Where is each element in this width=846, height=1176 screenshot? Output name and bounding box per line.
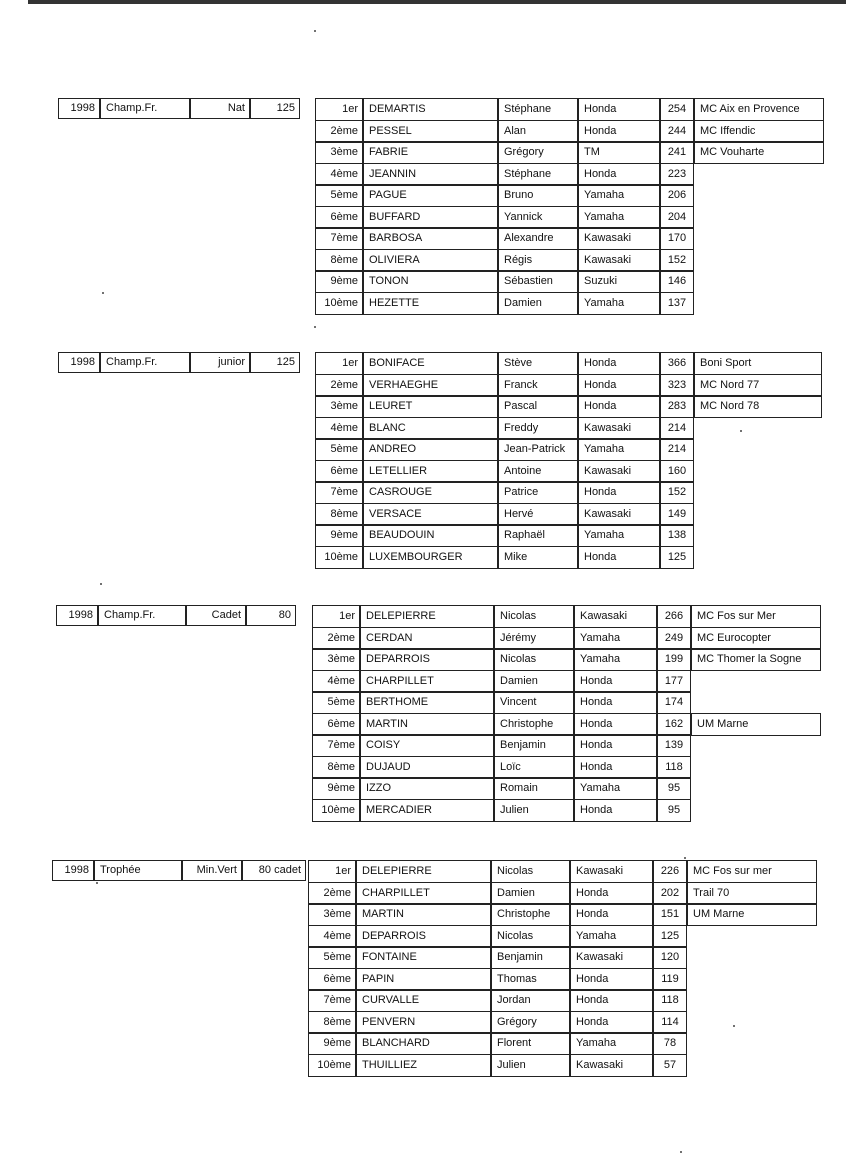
brand-cell: Kawasaki <box>570 946 653 969</box>
points-cell: 149 <box>660 503 694 526</box>
last-name-cell: OLIVIERA <box>363 249 498 272</box>
rank-cell: 10ème <box>315 546 363 569</box>
rank-cell: 10ème <box>308 1054 356 1077</box>
first-name-cell: Jérémy <box>494 627 574 650</box>
points-cell: 214 <box>660 417 694 440</box>
first-name-cell: Christophe <box>491 903 570 926</box>
rank-cell: 2ème <box>315 374 363 397</box>
last-name-cell: IZZO <box>360 777 494 800</box>
brand-cell: Honda <box>574 756 657 779</box>
page-top-edge <box>28 0 846 4</box>
club-cell: MC Nord 77 <box>694 374 822 397</box>
brand-cell: Honda <box>578 163 660 186</box>
points-cell: 177 <box>657 670 691 693</box>
last-name-cell: DELEPIERRE <box>356 860 491 883</box>
header-displacement: 80 <box>246 605 296 626</box>
brand-cell: Honda <box>574 691 657 714</box>
first-name-cell: Julien <box>491 1054 570 1077</box>
rank-cell: 7ème <box>315 227 363 250</box>
points-cell: 119 <box>653 968 687 991</box>
first-name-cell: Raphaël <box>498 524 578 547</box>
brand-cell: Yamaha <box>574 648 657 671</box>
last-name-cell: DELEPIERRE <box>360 605 494 628</box>
brand-cell: Honda <box>578 98 660 121</box>
rank-cell: 10ème <box>312 799 360 822</box>
points-cell: 152 <box>660 249 694 272</box>
header-category: Min.Vert <box>182 860 242 881</box>
points-cell: 95 <box>657 799 691 822</box>
rank-cell: 9ème <box>308 1032 356 1055</box>
header-category: Nat <box>190 98 250 119</box>
brand-cell: Honda <box>574 713 657 736</box>
points-cell: 146 <box>660 270 694 293</box>
last-name-cell: DEPARROIS <box>356 925 491 948</box>
points-cell: 118 <box>653 989 687 1012</box>
brand-cell: Honda <box>578 481 660 504</box>
points-cell: 125 <box>653 925 687 948</box>
speck <box>102 292 104 294</box>
header-year: 1998 <box>56 605 98 626</box>
rank-cell: 4ème <box>312 670 360 693</box>
first-name-cell: Loïc <box>494 756 574 779</box>
last-name-cell: BONIFACE <box>363 352 498 375</box>
points-cell: 266 <box>657 605 691 628</box>
first-name-cell: Christophe <box>494 713 574 736</box>
brand-cell: Honda <box>578 120 660 143</box>
rank-cell: 8ème <box>315 249 363 272</box>
points-cell: 138 <box>660 524 694 547</box>
club-cell: MC Vouharte <box>694 141 824 164</box>
rank-cell: 8ème <box>308 1011 356 1034</box>
last-name-cell: BLANCHARD <box>356 1032 491 1055</box>
rank-cell: 3ème <box>312 648 360 671</box>
header-category: junior <box>190 352 250 373</box>
first-name-cell: Jean-Patrick <box>498 438 578 461</box>
rank-cell: 1er <box>315 352 363 375</box>
rank-cell: 2ème <box>308 882 356 905</box>
first-name-cell: Stève <box>498 352 578 375</box>
club-cell: MC Thomer la Sogne <box>691 648 821 671</box>
brand-cell: Yamaha <box>574 777 657 800</box>
header-displacement: 80 cadet <box>242 860 306 881</box>
first-name-cell: Bruno <box>498 184 578 207</box>
brand-cell: Kawasaki <box>570 1054 653 1077</box>
speck <box>100 583 102 585</box>
points-cell: 95 <box>657 777 691 800</box>
rank-cell: 7ème <box>312 734 360 757</box>
points-cell: 199 <box>657 648 691 671</box>
points-cell: 114 <box>653 1011 687 1034</box>
points-cell: 139 <box>657 734 691 757</box>
header-title: Champ.Fr. <box>100 98 190 119</box>
speck <box>684 857 686 859</box>
points-cell: 160 <box>660 460 694 483</box>
first-name-cell: Damien <box>494 670 574 693</box>
first-name-cell: Vincent <box>494 691 574 714</box>
brand-cell: Honda <box>570 882 653 905</box>
header-displacement: 125 <box>250 98 300 119</box>
points-cell: 162 <box>657 713 691 736</box>
first-name-cell: Nicolas <box>494 648 574 671</box>
brand-cell: Kawasaki <box>578 417 660 440</box>
points-cell: 170 <box>660 227 694 250</box>
last-name-cell: FONTAINE <box>356 946 491 969</box>
last-name-cell: FABRIE <box>363 141 498 164</box>
header-year: 1998 <box>58 352 100 373</box>
speck <box>740 430 742 432</box>
points-cell: 366 <box>660 352 694 375</box>
first-name-cell: Benjamin <box>491 946 570 969</box>
first-name-cell: Alexandre <box>498 227 578 250</box>
club-cell: MC Fos sur mer <box>687 860 817 883</box>
last-name-cell: DEMARTIS <box>363 98 498 121</box>
brand-cell: Honda <box>574 734 657 757</box>
club-cell: UM Marne <box>687 903 817 926</box>
header-year: 1998 <box>52 860 94 881</box>
rank-cell: 3ème <box>315 395 363 418</box>
last-name-cell: BERTHOME <box>360 691 494 714</box>
rank-cell: 4ème <box>315 417 363 440</box>
points-cell: 244 <box>660 120 694 143</box>
points-cell: 206 <box>660 184 694 207</box>
header-year: 1998 <box>58 98 100 119</box>
club-cell: MC Iffendic <box>694 120 824 143</box>
last-name-cell: BUFFARD <box>363 206 498 229</box>
header-category: Cadet <box>186 605 246 626</box>
last-name-cell: PAGUE <box>363 184 498 207</box>
first-name-cell: Benjamin <box>494 734 574 757</box>
header-displacement: 125 <box>250 352 300 373</box>
points-cell: 241 <box>660 141 694 164</box>
brand-cell: Suzuki <box>578 270 660 293</box>
brand-cell: Honda <box>570 1011 653 1034</box>
club-cell: Boni Sport <box>694 352 822 375</box>
first-name-cell: Alan <box>498 120 578 143</box>
club-cell: MC Fos sur Mer <box>691 605 821 628</box>
rank-cell: 5ème <box>308 946 356 969</box>
brand-cell: Honda <box>570 903 653 926</box>
rank-cell: 9ème <box>315 524 363 547</box>
last-name-cell: COISY <box>360 734 494 757</box>
points-cell: 118 <box>657 756 691 779</box>
rank-cell: 1er <box>308 860 356 883</box>
first-name-cell: Mike <box>498 546 578 569</box>
rank-cell: 2ème <box>315 120 363 143</box>
first-name-cell: Antoine <box>498 460 578 483</box>
rank-cell: 3ème <box>308 903 356 926</box>
last-name-cell: HEZETTE <box>363 292 498 315</box>
rank-cell: 1er <box>312 605 360 628</box>
last-name-cell: BEAUDOUIN <box>363 524 498 547</box>
brand-cell: Yamaha <box>578 438 660 461</box>
last-name-cell: DEPARROIS <box>360 648 494 671</box>
last-name-cell: DUJAUD <box>360 756 494 779</box>
last-name-cell: VERHAEGHE <box>363 374 498 397</box>
first-name-cell: Romain <box>494 777 574 800</box>
first-name-cell: Nicolas <box>491 925 570 948</box>
brand-cell: Honda <box>574 670 657 693</box>
last-name-cell: MARTIN <box>360 713 494 736</box>
club-cell: Trail 70 <box>687 882 817 905</box>
points-cell: 226 <box>653 860 687 883</box>
last-name-cell: LETELLIER <box>363 460 498 483</box>
points-cell: 57 <box>653 1054 687 1077</box>
points-cell: 204 <box>660 206 694 229</box>
club-cell: MC Nord 78 <box>694 395 822 418</box>
speck <box>314 326 316 328</box>
last-name-cell: CHARPILLET <box>356 882 491 905</box>
speck <box>680 1151 682 1153</box>
rank-cell: 6ème <box>312 713 360 736</box>
first-name-cell: Freddy <box>498 417 578 440</box>
brand-cell: Honda <box>570 989 653 1012</box>
rank-cell: 6ème <box>308 968 356 991</box>
first-name-cell: Régis <box>498 249 578 272</box>
first-name-cell: Stéphane <box>498 98 578 121</box>
last-name-cell: CERDAN <box>360 627 494 650</box>
brand-cell: Kawasaki <box>578 249 660 272</box>
brand-cell: Kawasaki <box>570 860 653 883</box>
last-name-cell: CURVALLE <box>356 989 491 1012</box>
points-cell: 223 <box>660 163 694 186</box>
brand-cell: Honda <box>574 799 657 822</box>
brand-cell: Honda <box>578 546 660 569</box>
brand-cell: Yamaha <box>578 206 660 229</box>
rank-cell: 6ème <box>315 206 363 229</box>
last-name-cell: CASROUGE <box>363 481 498 504</box>
brand-cell: Yamaha <box>574 627 657 650</box>
brand-cell: Kawasaki <box>574 605 657 628</box>
last-name-cell: BARBOSA <box>363 227 498 250</box>
rank-cell: 3ème <box>315 141 363 164</box>
first-name-cell: Nicolas <box>494 605 574 628</box>
last-name-cell: JEANNIN <box>363 163 498 186</box>
points-cell: 151 <box>653 903 687 926</box>
rank-cell: 4ème <box>315 163 363 186</box>
first-name-cell: Yannick <box>498 206 578 229</box>
brand-cell: Honda <box>570 968 653 991</box>
points-cell: 254 <box>660 98 694 121</box>
first-name-cell: Grégory <box>491 1011 570 1034</box>
header-title: Trophée <box>94 860 182 881</box>
points-cell: 174 <box>657 691 691 714</box>
last-name-cell: CHARPILLET <box>360 670 494 693</box>
first-name-cell: Hervé <box>498 503 578 526</box>
rank-cell: 8ème <box>312 756 360 779</box>
speck <box>733 1025 735 1027</box>
rank-cell: 7ème <box>315 481 363 504</box>
club-cell: UM Marne <box>691 713 821 736</box>
points-cell: 323 <box>660 374 694 397</box>
last-name-cell: TONON <box>363 270 498 293</box>
rank-cell: 9ème <box>312 777 360 800</box>
first-name-cell: Damien <box>498 292 578 315</box>
first-name-cell: Sébastien <box>498 270 578 293</box>
last-name-cell: LEURET <box>363 395 498 418</box>
last-name-cell: ANDREO <box>363 438 498 461</box>
rank-cell: 9ème <box>315 270 363 293</box>
first-name-cell: Damien <box>491 882 570 905</box>
brand-cell: Honda <box>578 352 660 375</box>
brand-cell: Kawasaki <box>578 460 660 483</box>
brand-cell: TM <box>578 141 660 164</box>
first-name-cell: Pascal <box>498 395 578 418</box>
rank-cell: 5ème <box>312 691 360 714</box>
brand-cell: Kawasaki <box>578 227 660 250</box>
first-name-cell: Patrice <box>498 481 578 504</box>
rank-cell: 5ème <box>315 438 363 461</box>
last-name-cell: LUXEMBOURGER <box>363 546 498 569</box>
last-name-cell: MARTIN <box>356 903 491 926</box>
points-cell: 120 <box>653 946 687 969</box>
first-name-cell: Nicolas <box>491 860 570 883</box>
brand-cell: Honda <box>578 374 660 397</box>
speck <box>96 882 98 884</box>
first-name-cell: Florent <box>491 1032 570 1055</box>
rank-cell: 10ème <box>315 292 363 315</box>
rank-cell: 5ème <box>315 184 363 207</box>
last-name-cell: MERCADIER <box>360 799 494 822</box>
rank-cell: 2ème <box>312 627 360 650</box>
points-cell: 202 <box>653 882 687 905</box>
brand-cell: Yamaha <box>570 925 653 948</box>
points-cell: 214 <box>660 438 694 461</box>
first-name-cell: Jordan <box>491 989 570 1012</box>
brand-cell: Honda <box>578 395 660 418</box>
first-name-cell: Julien <box>494 799 574 822</box>
last-name-cell: THUILLIEZ <box>356 1054 491 1077</box>
club-cell: MC Eurocopter <box>691 627 821 650</box>
brand-cell: Yamaha <box>578 292 660 315</box>
points-cell: 78 <box>653 1032 687 1055</box>
brand-cell: Kawasaki <box>578 503 660 526</box>
points-cell: 137 <box>660 292 694 315</box>
rank-cell: 1er <box>315 98 363 121</box>
last-name-cell: PAPIN <box>356 968 491 991</box>
first-name-cell: Stéphane <box>498 163 578 186</box>
rank-cell: 4ème <box>308 925 356 948</box>
rank-cell: 7ème <box>308 989 356 1012</box>
first-name-cell: Grégory <box>498 141 578 164</box>
brand-cell: Yamaha <box>578 524 660 547</box>
rank-cell: 6ème <box>315 460 363 483</box>
points-cell: 283 <box>660 395 694 418</box>
points-cell: 125 <box>660 546 694 569</box>
header-title: Champ.Fr. <box>100 352 190 373</box>
club-cell: MC Aix en Provence <box>694 98 824 121</box>
first-name-cell: Thomas <box>491 968 570 991</box>
header-title: Champ.Fr. <box>98 605 186 626</box>
last-name-cell: PENVERN <box>356 1011 491 1034</box>
last-name-cell: VERSACE <box>363 503 498 526</box>
last-name-cell: BLANC <box>363 417 498 440</box>
last-name-cell: PESSEL <box>363 120 498 143</box>
points-cell: 249 <box>657 627 691 650</box>
brand-cell: Yamaha <box>578 184 660 207</box>
speck <box>314 30 316 32</box>
rank-cell: 8ème <box>315 503 363 526</box>
first-name-cell: Franck <box>498 374 578 397</box>
points-cell: 152 <box>660 481 694 504</box>
brand-cell: Yamaha <box>570 1032 653 1055</box>
